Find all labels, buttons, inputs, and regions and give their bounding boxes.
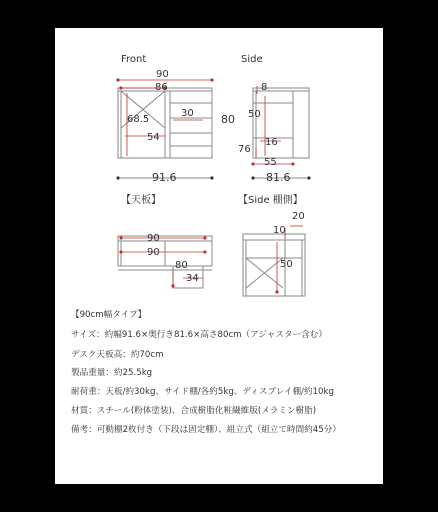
front-view-title: Front (121, 54, 147, 65)
front-dim-overall-width: 91.6 (152, 171, 177, 184)
tabletop-dim-width-a: 90 (147, 233, 160, 244)
front-dim-lower-width: 54 (147, 132, 160, 143)
spec-weight: 製品重量：約25.5kg (71, 368, 153, 378)
spec-type: 【90cm幅タイプ】 (71, 310, 147, 320)
tabletop-dim-depth-a: 80 (175, 260, 188, 271)
tabletop-dim-width-b: 90 (147, 247, 160, 258)
side-dim-inner-height: 50 (248, 109, 261, 120)
side-shelf-dim-height: 50 (280, 259, 293, 270)
product-spec-sheet (55, 28, 383, 484)
spec-load: 耐荷重：天板/約30kg、サイド棚/各約5kg、ディスプレイ棚/約10kg (71, 387, 334, 397)
spec-material: 材質：スチール(粉体塗装)、合成樹脂化粧繊維版(メラミン樹脂) (71, 406, 317, 416)
side-shelf-dim-top-w: 20 (292, 211, 305, 222)
side-dim-top-gap: 8 (261, 82, 268, 93)
side-dim-base-depth: 55 (264, 157, 277, 168)
side-dim-overall-depth: 81.6 (266, 171, 291, 184)
side-shelf-drawing (243, 234, 305, 296)
spec-note: 備考：可動棚2枚付き（下段は固定棚）、組立式（組立て時間約45分） (71, 425, 341, 435)
side-view-title: Side (241, 54, 263, 65)
front-dim-height-inner: 68.5 (127, 114, 150, 125)
tabletop-dim-depth-b: 34 (186, 273, 199, 284)
side-view-drawing (253, 88, 309, 158)
side-dim-caster-height: 76 (238, 144, 251, 155)
tabletop-title: 【天板】 (121, 195, 161, 206)
side-shelf-dim-top-h: 10 (273, 225, 286, 236)
front-dim-width-total: 90 (156, 69, 169, 80)
front-dim-width-inner: 86 (155, 82, 168, 93)
spec-desk-height: デスク天板高：約70cm (71, 350, 164, 360)
side-shelf-title: 【Side 棚側】 (238, 195, 303, 206)
front-dim-shelf-width: 30 (181, 108, 194, 119)
side-dim-shelf-depth: 16 (265, 137, 278, 148)
spec-size: サイズ：約幅91.6×奥行き81.6×高さ80cm（アジャスター含む） (71, 330, 327, 340)
side-dim-height-total: 80 (221, 113, 235, 126)
